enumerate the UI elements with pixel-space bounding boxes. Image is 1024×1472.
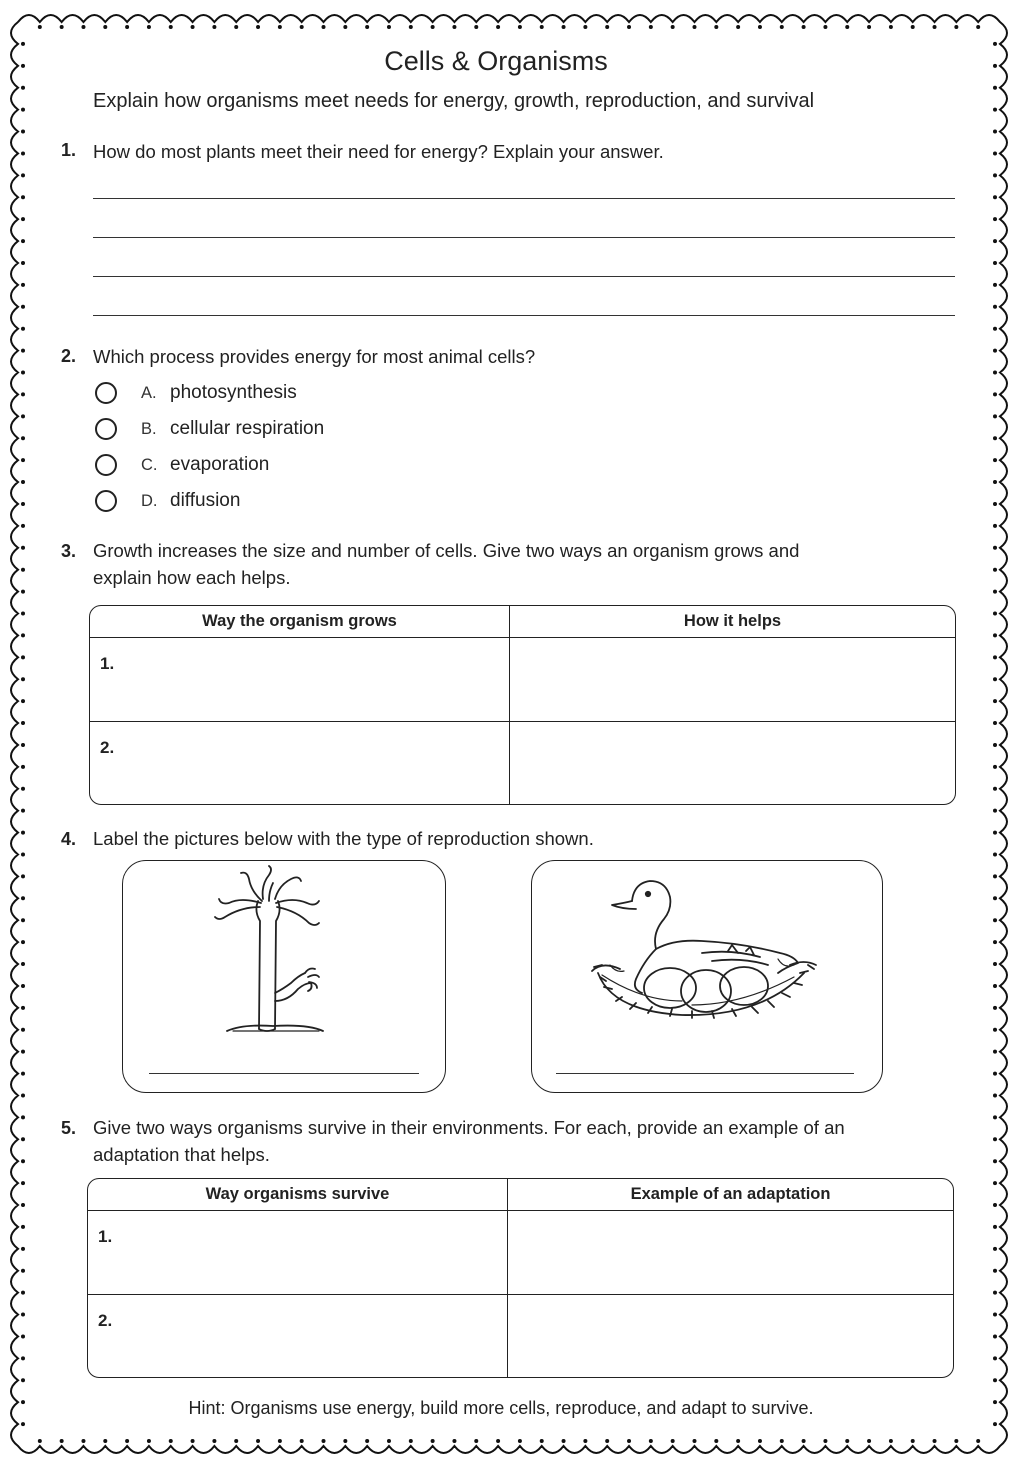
border-dot bbox=[21, 108, 25, 112]
question-2-number: 2. bbox=[61, 346, 77, 366]
border-dot bbox=[21, 392, 25, 396]
border-dot bbox=[993, 1115, 997, 1119]
border-dot bbox=[474, 25, 478, 29]
border-dot bbox=[21, 480, 25, 484]
border-dot bbox=[993, 1028, 997, 1032]
border-dot bbox=[21, 305, 25, 309]
question-1-number: 1. bbox=[61, 140, 77, 160]
border-dot bbox=[21, 765, 25, 769]
border-dot bbox=[21, 436, 25, 440]
worksheet-title: Cells & Organisms bbox=[384, 46, 608, 76]
radio-button[interactable] bbox=[95, 454, 117, 476]
border-dot bbox=[474, 1439, 478, 1443]
border-dot bbox=[627, 25, 631, 29]
border-dot bbox=[21, 371, 25, 375]
border-dot bbox=[736, 1439, 740, 1443]
border-dot bbox=[889, 1439, 893, 1443]
border-dot bbox=[21, 1334, 25, 1338]
option-label: diffusion bbox=[170, 490, 241, 511]
border-dot bbox=[993, 896, 997, 900]
table-cell-row-1[interactable]: 1. bbox=[88, 1211, 507, 1295]
border-dot bbox=[993, 874, 997, 878]
border-dot bbox=[38, 25, 42, 29]
border-dot bbox=[933, 25, 937, 29]
border-dot bbox=[387, 25, 391, 29]
border-dot bbox=[993, 1137, 997, 1141]
border-dot bbox=[21, 1291, 25, 1295]
border-dot bbox=[993, 1291, 997, 1295]
border-dot bbox=[867, 25, 871, 29]
border-dot bbox=[993, 458, 997, 462]
border-dot bbox=[993, 502, 997, 506]
border-dot bbox=[993, 239, 997, 243]
border-dot bbox=[21, 1115, 25, 1119]
answer-line[interactable] bbox=[93, 276, 955, 277]
border-dot bbox=[300, 25, 304, 29]
border-dot bbox=[993, 655, 997, 659]
border-dot bbox=[993, 283, 997, 287]
border-dot bbox=[169, 25, 173, 29]
border-dot bbox=[125, 1439, 129, 1443]
border-dot bbox=[21, 524, 25, 528]
hint-text: Hint: Organisms use energy, build more cells, reproduce, and adapt to survive. bbox=[188, 1398, 814, 1418]
border-dot bbox=[21, 896, 25, 900]
border-dot bbox=[452, 25, 456, 29]
border-dot bbox=[21, 612, 25, 616]
border-dot bbox=[343, 1439, 347, 1443]
border-dot bbox=[21, 699, 25, 703]
radio-button[interactable] bbox=[95, 418, 117, 440]
border-dot bbox=[496, 25, 500, 29]
border-dot bbox=[823, 25, 827, 29]
border-dot bbox=[993, 787, 997, 791]
border-dot bbox=[21, 1225, 25, 1229]
border-dot bbox=[993, 699, 997, 703]
border-dot bbox=[518, 1439, 522, 1443]
border-dot bbox=[583, 1439, 587, 1443]
label-answer-line[interactable] bbox=[556, 1073, 854, 1074]
border-dot bbox=[714, 1439, 718, 1443]
duck-on-nest-icon bbox=[532, 861, 882, 1091]
border-dot bbox=[21, 86, 25, 90]
border-dot bbox=[993, 327, 997, 331]
border-dot bbox=[993, 436, 997, 440]
border-dot bbox=[993, 984, 997, 988]
border-dot bbox=[671, 1439, 675, 1443]
border-dot bbox=[431, 25, 435, 29]
border-dot bbox=[21, 809, 25, 813]
border-dot bbox=[21, 831, 25, 835]
border-dot bbox=[993, 42, 997, 46]
border-dot bbox=[21, 1203, 25, 1207]
border-dot bbox=[993, 1422, 997, 1426]
border-dot bbox=[954, 1439, 958, 1443]
border-dot bbox=[954, 25, 958, 29]
border-dot bbox=[993, 173, 997, 177]
option-letter: D. bbox=[141, 491, 158, 510]
border-dot bbox=[993, 1269, 997, 1273]
border-dot bbox=[993, 612, 997, 616]
border-dot bbox=[191, 25, 195, 29]
answer-line[interactable] bbox=[93, 237, 955, 238]
border-dot bbox=[758, 25, 762, 29]
table-header: Way the organism grows bbox=[90, 606, 509, 638]
border-dot bbox=[993, 64, 997, 68]
border-dot bbox=[21, 502, 25, 506]
border-dot bbox=[278, 25, 282, 29]
answer-line[interactable] bbox=[93, 315, 955, 316]
border-dot bbox=[21, 633, 25, 637]
border-dot bbox=[780, 25, 784, 29]
border-dot bbox=[993, 414, 997, 418]
border-dot bbox=[993, 918, 997, 922]
border-dot bbox=[993, 721, 997, 725]
option-letter: C. bbox=[141, 455, 158, 474]
border-dot bbox=[409, 25, 413, 29]
border-dot bbox=[993, 940, 997, 944]
label-answer-line[interactable] bbox=[149, 1073, 419, 1074]
border-dot bbox=[125, 25, 129, 29]
border-dot bbox=[993, 809, 997, 813]
question-3-text-line-1: Growth increases the size and number of cells. Give two ways an organism grows and bbox=[93, 540, 800, 561]
border-dot bbox=[21, 414, 25, 418]
border-dot bbox=[234, 1439, 238, 1443]
hydra-budding-icon bbox=[123, 861, 443, 1091]
border-dot bbox=[993, 1072, 997, 1076]
border-dot bbox=[21, 568, 25, 572]
question-5-number: 5. bbox=[61, 1118, 77, 1138]
question-5-text-line-2: adaptation that helps. bbox=[93, 1144, 270, 1165]
border-dot bbox=[540, 25, 544, 29]
border-dot bbox=[993, 480, 997, 484]
question-3-text-line-2: explain how each helps. bbox=[93, 567, 291, 588]
table-cell-row-2[interactable]: 2. bbox=[98, 1311, 113, 1330]
border-dot bbox=[21, 1356, 25, 1360]
border-dot bbox=[993, 1313, 997, 1317]
border-dot bbox=[911, 25, 915, 29]
question-1-text: How do most plants meet their need for energy? Explain your answer. bbox=[93, 141, 664, 162]
border-dot bbox=[21, 1006, 25, 1010]
border-dot bbox=[993, 151, 997, 155]
border-dot bbox=[21, 984, 25, 988]
border-dot bbox=[993, 392, 997, 396]
border-dot bbox=[21, 1137, 25, 1141]
survival-table bbox=[87, 1178, 954, 1378]
border-dot bbox=[452, 1439, 456, 1443]
border-dot bbox=[993, 1006, 997, 1010]
border-dot bbox=[21, 962, 25, 966]
border-dot bbox=[387, 1439, 391, 1443]
border-dot bbox=[993, 633, 997, 637]
border-dot bbox=[21, 721, 25, 725]
border-dot bbox=[234, 25, 238, 29]
table-header: Example of an adaptation bbox=[507, 1179, 953, 1211]
border-dot bbox=[21, 852, 25, 856]
border-dot bbox=[81, 1439, 85, 1443]
border-dot bbox=[21, 130, 25, 134]
border-dot bbox=[21, 1050, 25, 1054]
border-dot bbox=[21, 327, 25, 331]
border-dot bbox=[993, 195, 997, 199]
border-dot bbox=[649, 25, 653, 29]
border-dot bbox=[780, 1439, 784, 1443]
question-3-number: 3. bbox=[61, 541, 77, 561]
option-letter: A. bbox=[141, 383, 157, 402]
border-dot bbox=[976, 25, 980, 29]
border-dot bbox=[993, 568, 997, 572]
border-dot bbox=[993, 217, 997, 221]
border-dot bbox=[889, 25, 893, 29]
border-dot bbox=[993, 1334, 997, 1338]
border-dot bbox=[993, 1203, 997, 1207]
border-dot bbox=[911, 1439, 915, 1443]
border-dot bbox=[21, 217, 25, 221]
border-dot bbox=[300, 1439, 304, 1443]
border-dot bbox=[21, 655, 25, 659]
border-dot bbox=[21, 173, 25, 177]
border-dot bbox=[21, 590, 25, 594]
border-dot bbox=[562, 25, 566, 29]
border-dot bbox=[562, 1439, 566, 1443]
border-dot bbox=[993, 852, 997, 856]
border-dot bbox=[993, 743, 997, 747]
question-4-number: 4. bbox=[61, 829, 77, 849]
border-dot bbox=[605, 1439, 609, 1443]
border-dot bbox=[21, 283, 25, 287]
question-4-text: Label the pictures below with the type of reproduction shown. bbox=[93, 828, 594, 849]
border-dot bbox=[103, 25, 107, 29]
border-dot bbox=[714, 25, 718, 29]
border-dot bbox=[431, 1439, 435, 1443]
border-dot bbox=[81, 25, 85, 29]
border-dot bbox=[993, 349, 997, 353]
question-2-text: Which process provides energy for most animal cells? bbox=[93, 346, 536, 367]
border-dot bbox=[21, 1181, 25, 1185]
border-dot bbox=[60, 1439, 64, 1443]
border-dot bbox=[758, 1439, 762, 1443]
option-label: photosynthesis bbox=[170, 382, 297, 403]
border-dot bbox=[21, 195, 25, 199]
border-dot bbox=[993, 1247, 997, 1251]
border-dot bbox=[21, 1269, 25, 1273]
option-d[interactable] bbox=[95, 488, 240, 514]
border-dot bbox=[933, 1439, 937, 1443]
border-dot bbox=[993, 1093, 997, 1097]
border-dot bbox=[147, 25, 151, 29]
border-dot bbox=[993, 1356, 997, 1360]
border-dot bbox=[21, 1028, 25, 1032]
border-dot bbox=[993, 371, 997, 375]
border-dot bbox=[993, 261, 997, 265]
border-dot bbox=[993, 677, 997, 681]
border-dot bbox=[21, 1159, 25, 1163]
border-dot bbox=[278, 1439, 282, 1443]
hydra-picture-box bbox=[122, 860, 446, 1093]
table-cell[interactable] bbox=[509, 638, 955, 722]
option-b[interactable] bbox=[95, 416, 324, 442]
border-dot bbox=[540, 1439, 544, 1443]
border-dot bbox=[649, 1439, 653, 1443]
answer-line[interactable] bbox=[93, 198, 955, 199]
table-cell-row-2[interactable]: 2. bbox=[100, 738, 115, 757]
border-dot bbox=[993, 765, 997, 769]
border-dot bbox=[409, 1439, 413, 1443]
border-dot bbox=[993, 1159, 997, 1163]
border-dot bbox=[802, 25, 806, 29]
border-dot bbox=[21, 1072, 25, 1076]
border-dot bbox=[993, 1050, 997, 1054]
border-dot bbox=[21, 546, 25, 550]
border-dot bbox=[993, 1181, 997, 1185]
duck-picture-box bbox=[531, 860, 883, 1093]
border-dot bbox=[845, 1439, 849, 1443]
option-a[interactable] bbox=[95, 380, 297, 406]
border-dot bbox=[103, 1439, 107, 1443]
option-label: cellular respiration bbox=[170, 418, 325, 439]
border-dot bbox=[976, 1439, 980, 1443]
table-header: How it helps bbox=[509, 606, 955, 638]
border-dot bbox=[993, 1378, 997, 1382]
border-dot bbox=[993, 524, 997, 528]
radio-button[interactable] bbox=[95, 490, 117, 512]
worksheet-subtitle: Explain how organisms meet needs for energy, growth, reproduction, and survival bbox=[93, 90, 815, 112]
border-dot bbox=[993, 1225, 997, 1229]
growth-table bbox=[89, 605, 956, 805]
border-dot bbox=[993, 86, 997, 90]
border-dot bbox=[21, 1247, 25, 1251]
table-cell[interactable] bbox=[509, 722, 955, 804]
border-dot bbox=[21, 349, 25, 353]
border-dot bbox=[21, 261, 25, 265]
border-dot bbox=[496, 1439, 500, 1443]
border-dot bbox=[191, 1439, 195, 1443]
border-dot bbox=[583, 25, 587, 29]
border-dot bbox=[38, 1439, 42, 1443]
border-dot bbox=[867, 1439, 871, 1443]
border-dot bbox=[627, 1439, 631, 1443]
option-label: evaporation bbox=[170, 454, 270, 475]
border-dot bbox=[21, 874, 25, 878]
border-dot bbox=[993, 831, 997, 835]
border-dot bbox=[21, 1093, 25, 1097]
border-dot bbox=[21, 1422, 25, 1426]
border-dot bbox=[21, 1313, 25, 1317]
border-dot bbox=[993, 546, 997, 550]
border-dot bbox=[21, 918, 25, 922]
border-dot bbox=[21, 1378, 25, 1382]
border-dot bbox=[169, 1439, 173, 1443]
border-dot bbox=[21, 743, 25, 747]
border-dot bbox=[518, 25, 522, 29]
border-dot bbox=[60, 25, 64, 29]
border-dot bbox=[993, 130, 997, 134]
table-cell[interactable] bbox=[507, 1211, 953, 1295]
radio-button[interactable] bbox=[95, 382, 117, 404]
border-dot bbox=[692, 25, 696, 29]
border-dot bbox=[736, 25, 740, 29]
table-cell[interactable] bbox=[507, 1295, 953, 1377]
option-letter: B. bbox=[141, 419, 157, 438]
border-dot bbox=[802, 1439, 806, 1443]
border-dot bbox=[692, 1439, 696, 1443]
border-dot bbox=[21, 940, 25, 944]
border-dot bbox=[322, 25, 326, 29]
border-dot bbox=[322, 1439, 326, 1443]
border-dot bbox=[993, 962, 997, 966]
border-dot bbox=[21, 151, 25, 155]
border-dot bbox=[993, 305, 997, 309]
border-dot bbox=[21, 787, 25, 791]
border-dot bbox=[993, 108, 997, 112]
border-dot bbox=[21, 239, 25, 243]
border-dot bbox=[671, 25, 675, 29]
border-dot bbox=[256, 1439, 260, 1443]
table-header: Way organisms survive bbox=[88, 1179, 507, 1211]
border-dot bbox=[823, 1439, 827, 1443]
question-5-text-line-1: Give two ways organisms survive in their environments. For each, provide an example of an bbox=[93, 1117, 845, 1138]
border-dot bbox=[993, 590, 997, 594]
table-cell-row-1[interactable]: 1. bbox=[90, 638, 509, 722]
border-dot bbox=[365, 25, 369, 29]
border-dot bbox=[21, 677, 25, 681]
border-dot bbox=[21, 458, 25, 462]
option-c[interactable] bbox=[95, 452, 269, 478]
border-dot bbox=[343, 25, 347, 29]
border-dot bbox=[212, 25, 216, 29]
border-dot bbox=[605, 25, 609, 29]
border-dot bbox=[256, 25, 260, 29]
border-dot bbox=[212, 1439, 216, 1443]
border-dot bbox=[147, 1439, 151, 1443]
border-dot bbox=[845, 25, 849, 29]
border-dot bbox=[365, 1439, 369, 1443]
